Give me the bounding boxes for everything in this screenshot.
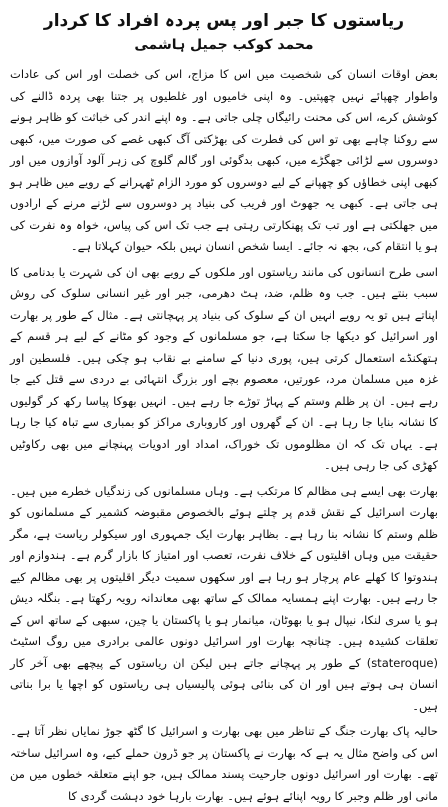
article-body: [10, 64, 438, 807]
paragraph-3: بھارت بھی ایسے ہی مظالم کا مرتکب ہے۔ وہاں مسلمانوں کی زندگیاں خطرے میں ہیں۔ بھارت اسرائیل کے نقش قدم پر چلتے ہوئے بالخصوص مقبوضہ کشمیر کے مسلمانوں کو ظلم وستم کا نشانہ بنا رہا ہے۔ بظاہر بھارت ایک جمہوری اور سیکولر ریاست ہے، مگر حقیقت میں وہاں اقلیتوں کے خلاف نفرت، تعصب اور امتیاز کا بازار گرم ہے۔ ہندوازم اور ہندوتوا کا کھلے عام پرچار ہو رہا ہے اور سکھوں سمیت دیگر اقلیتوں پر بھی مظالم کیے جا رہے ہیں۔ بھارت اپنے ہمسایہ ممالک کے ساتھ بھی معاندانہ رویہ رکھتا ہے۔ بنگلہ دیش ہو یا سری لنکا، نیپال ہو یا بھوٹان، میانمار ہو یا پاکستان یا چین، سبھی کے ساتھ اس کے تعلقات کشیدہ ہیں۔ چنانچہ بھارت اور اسرائیل دونوں عالمی برادری میں روگ اسٹیٹ (stateroque) کے طور پر پہچانے جاتے ہیں لیکن ان ریاستوں کے پیچھے بھی آخر کار انسان ہی ہوتے ہیں اور ان کی بنائی ہوئی پالیسیاں ہی ریاستوں کو اچھا یا برا بناتی ہیں۔: [10, 483, 438, 713]
article-title: ریاستوں کا جبر اور پس پردہ افراد کا کردار: [43, 11, 405, 31]
paragraph-2: اسی طرح انسانوں کی مانند ریاستوں اور ملکوں کے رویے بھی ان کی شہرت یا بدنامی کا سبب بنتے ہیں۔ جب وہ ظلم، ضد، ہٹ دھرمی، جبر اور غیر انسانی سلوک کی روش اپناتے ہیں تو یہ رویے انہیں ان کے سلوک کی بنیاد پر پہچانتی ہے۔ مثال کے طور پر بھارت اور اسرائیل کو دیکھا جا سکتا ہے، جو مسلمانوں کے وجود کو مٹانے کے لیے ہر قسم کے ہتھکنڈے استعمال کرتی ہیں، پوری دنیا کے سامنے بے نقاب ہو چکی ہیں۔ فلسطین اور غزہ میں مسلمان مرد، عورتیں، معصوم بچے اور بزرگ انتہائی بے دردی سے قتل کیے جا رہے ہیں۔ ان پر ظلم وستم کے پہاڑ توڑے جا رہے ہیں۔ انہیں بھوکا پیاسا رکھ کر گولیوں کا نشانہ بنایا جا رہا ہے۔ ان کے گھروں اور کاروباری مراکز کو بمباری سے تباہ کیا جا رہا ہے۔ یہاں تک کہ ان مظلوموں تک خوراک، امداد اور ادویات پہنچانے میں بھی رکاوٹیں کھڑی کی جا رہی ہیں۔: [10, 264, 438, 472]
article-author: محمد کوکب جمیل ہاشمی: [134, 37, 314, 53]
paragraph-4: حالیہ پاک بھارت جنگ کے تناظر میں بھی بھارت و اسرائیل کا گٹھ جوڑ نمایاں نظر آتا ہے۔ اس کی واضح مثال یہ ہے کہ بھارت نے پاکستان پر جو ڈرون حملے کیے، وہ اسرائیل ساختہ تھے۔ بھارت اور اسرائیل دونوں جارحیت پسند ممالک ہیں، جو اپنے متعلقہ خطوں میں من مانی اور ظلم وجبر کا رویہ اپنائے ہوئے ہیں۔ بھارت بارہا خود دہشت گردی کا: [10, 724, 438, 803]
paragraph-1: بعض اوقات انسان کی شخصیت میں اس کا مزاج، اس کی خصلت اور اس کی عادات واطوار چھپائے نہیں چھپتیں۔ وہ اپنی خامیوں اور غلطیوں پر جتنا بھی پردہ ڈالنے کی کوشش کرے، اس کی محنت رائیگاں چلی جاتی ہے۔ وہ اپنے اندر کی خباثت کو ظاہر ہونے سے روکنا چاہے بھی تو اس کی فطرت کی بھڑکتی آگ کبھی غصے کی صورت میں، کبھی دوسروں سے لڑائی جھگڑے میں، کبھی بدگوئی اور گالم گلوچ کی زہر آلود آوازوں میں اور کبھی اپنی خطاؤں کو چھپانے کے لیے دوسروں کو مورد الزام ٹھہرانے کے رویے میں ظاہر ہو ہی جاتی ہے۔ کبھی یہ جھوٹ اور فریب کی بنیاد پر دوسروں سے لڑنے مرنے کے ارادوں میں جھلکتی ہے اور تب تک پھنکارتی رہتی ہے جب تک اس کی پیاس، خواہ وہ نفرت کی ہو یا انتقام کی، بجھ نہ جائے۔ ایسا شخص انسان نہیں بلکہ حیوان کہلاتا ہے۔: [10, 67, 438, 253]
